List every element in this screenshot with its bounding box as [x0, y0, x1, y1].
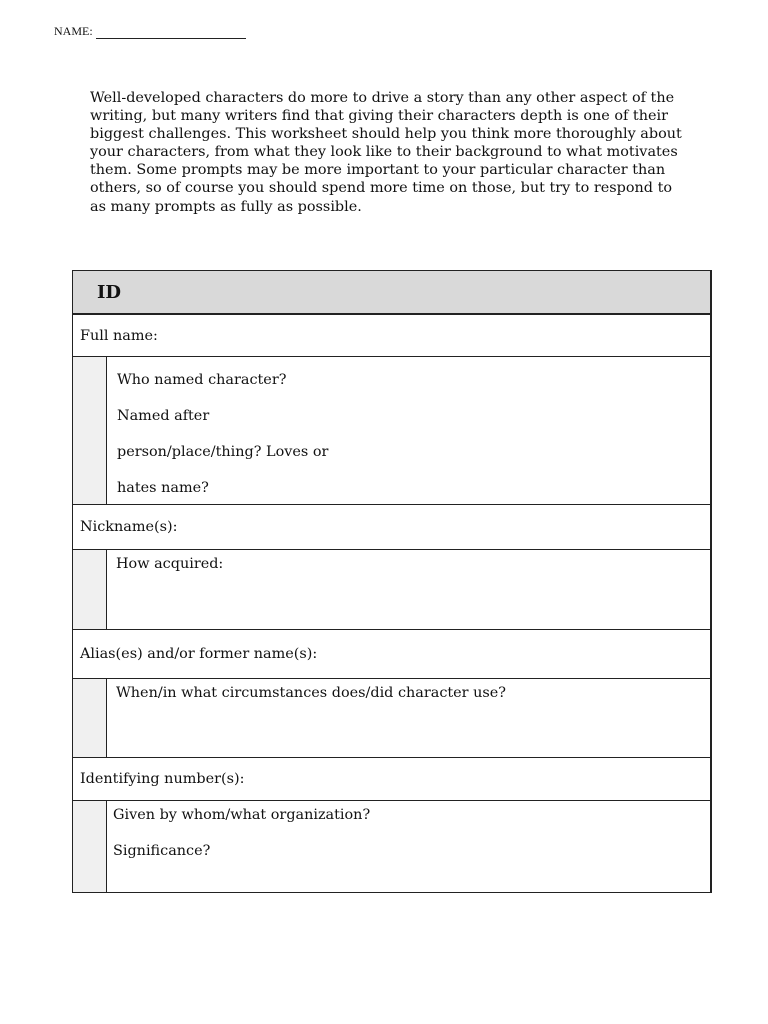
full-name-label: Full name: [80, 327, 158, 344]
full-name-row[interactable] [73, 315, 710, 357]
identifying-numbers-row[interactable] [73, 758, 710, 801]
name-field [54, 24, 246, 39]
name-blank-line[interactable] [96, 26, 246, 39]
prompt-line: Named after [117, 408, 210, 424]
prompt-gutter [73, 801, 107, 892]
identifying-numbers-prompt [107, 801, 710, 892]
intro-paragraph: Well-developed characters do more to drive a story than any other aspect of the writing, but many writers find that giving their characters depth is one of their biggest challenges. This worksheet should help you think more thoroughly about your characters, from what they look like to their background to what motivates them. Some prompts may be more important to your particular character than others, so of course you should spend more time on those, but try to respond to as many prompts as fully as possible. [90, 90, 682, 215]
prompt-gutter [73, 679, 107, 757]
nicknames-prompt-row[interactable] [73, 550, 710, 630]
section-title: ID [73, 271, 710, 315]
prompt-gutter [73, 550, 107, 629]
name-label: NAME: [54, 24, 93, 38]
prompt-line: Who named character? [117, 372, 287, 388]
aliases-prompt-row[interactable] [73, 679, 710, 758]
identifying-numbers-label: Identifying number(s): [80, 771, 245, 787]
prompt-line: Significance? [113, 843, 211, 859]
aliases-label: Alias(es) and/or former name(s): [80, 646, 318, 662]
full-name-prompt-row[interactable] [73, 357, 710, 505]
aliases-prompt: When/in what circumstances does/did character use? [116, 685, 507, 701]
identifying-numbers-prompt-row[interactable] [73, 801, 710, 892]
prompt-gutter [73, 357, 107, 504]
prompt-line: Given by whom/what organization? [113, 807, 371, 823]
nicknames-prompt: How acquired: [116, 556, 224, 572]
id-worksheet-table [72, 270, 712, 893]
full-name-prompt [107, 357, 710, 504]
prompt-line: hates name? [117, 480, 209, 496]
prompt-line: person/place/thing? Loves or [117, 444, 329, 460]
nicknames-label: Nickname(s): [80, 519, 178, 535]
nicknames-row[interactable] [73, 505, 710, 550]
aliases-row[interactable] [73, 630, 710, 679]
